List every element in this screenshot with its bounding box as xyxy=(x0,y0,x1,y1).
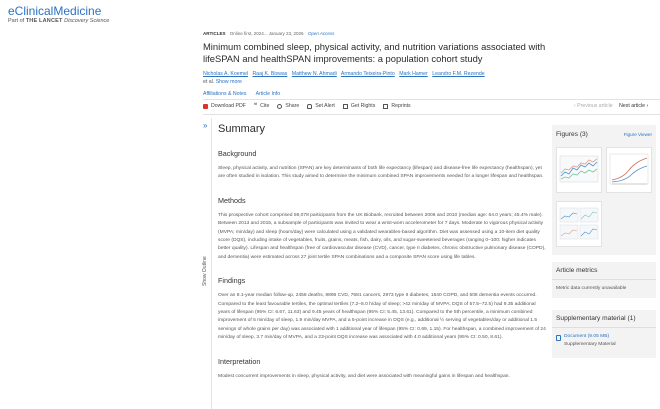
lancet-name: THE LANCET xyxy=(25,18,63,24)
chevron-right-icon[interactable]: » xyxy=(203,121,208,130)
section-heading: Findings xyxy=(218,276,246,286)
article-toolbar xyxy=(203,103,419,109)
journal-affiliation xyxy=(8,18,109,25)
author-list xyxy=(203,70,548,86)
metrics-status: Metric data currently unavailable xyxy=(556,286,627,291)
author-link[interactable]: Raaj K. Biswas xyxy=(252,71,288,77)
next-article-link[interactable]: Next article › xyxy=(619,103,649,109)
section-text: Modest concurrent improvements in sleep, physical activity, and diet were associated with meaningful gains in lifespan and healthspan. xyxy=(218,373,510,379)
cite-button[interactable] xyxy=(254,103,269,109)
share-button[interactable] xyxy=(277,103,299,109)
section-heading: Methods xyxy=(218,195,246,205)
summary-section xyxy=(218,123,548,395)
affiliations-toggle[interactable]: Affiliations & Notes xyxy=(203,91,247,97)
author-link[interactable]: Nicholas A. Koemel xyxy=(203,71,248,77)
pdf-icon xyxy=(203,104,208,109)
supplementary-document-link[interactable]: Document (9.05 MB) xyxy=(564,334,610,339)
set-alert-button[interactable] xyxy=(307,103,335,109)
figure-viewer-link[interactable]: Figure Viewer xyxy=(623,132,652,137)
show-more-link[interactable]: Show more xyxy=(215,79,242,85)
figure-thumbnail[interactable] xyxy=(606,147,652,193)
section-text: Sleep, physical activity, and nutrition (SPAN) are key determinants of both life expectancy (lifespan) and disease-free life expectancy (healthspan), yet are often studied in isolation. This study aimed to determine the minimum combined SPAN improvements needed for a longer lifespan and healthspan. xyxy=(218,166,544,180)
open-access-badge: Open Access xyxy=(307,31,335,36)
figure-thumbnail-image xyxy=(557,202,601,246)
supplementary-title: Supplementary material (1) xyxy=(556,315,636,322)
journal-brand[interactable] xyxy=(8,5,109,25)
figures-title: Figures (3) xyxy=(556,131,588,138)
cite-label: Cite xyxy=(260,103,270,109)
divider xyxy=(203,99,660,100)
share-icon xyxy=(277,104,282,109)
divider xyxy=(552,327,656,328)
outline-rail[interactable] xyxy=(201,118,212,409)
figures-panel xyxy=(552,125,656,255)
metrics-title: Article metrics xyxy=(556,267,598,274)
author-link[interactable]: Mark Hamer xyxy=(399,71,428,77)
divider xyxy=(203,114,660,115)
figure-thumbnail[interactable] xyxy=(556,201,602,247)
journal-name[interactable]: eClinicalMedicine xyxy=(8,4,102,18)
figure-thumbnail-image xyxy=(557,148,601,192)
rights-icon xyxy=(343,104,348,109)
article-metrics-panel xyxy=(552,262,656,298)
section-text: Over an 8.1-year median follow-up, 2458 deaths, 9896 CVD, 7681 cancers, 2973 type II diabetes, 1540 COPD, and 508 dementia events occurred. Compared to the least favourable tertiles, the optimal tertiles (7.2–8.0 h/day of sleep; >42 min/day of MVPA; DQS of 57.5–72.5) had 9.35 additional years of lifespan (95% CI: 6.67, 11.63) and 9.45 years of healthspan (95% CI: 5.45, 13.61). Compared to the 5th percentile, a minimum combined improvement of 5 min/day of sleep, 1.9 min/day MVPA, and a 5-point increase in DQS (e.g., additional ½ serving of vegetables/day or additional 1.5 servings of whole grains per day) was associated with 1 additional year of lifespan (95% CI: 0.69, 1.15). For healthspan, a combined improvement of 24 min/day of sleep, 3.7 min/day of MVPA, and a 23-point DQS increase was associated with 4.0 additional years (95% CI: 0.50, 8.61). xyxy=(218,293,546,341)
previous-label: Previous article xyxy=(577,103,613,109)
supplementary-panel xyxy=(552,310,656,358)
next-label: Next article xyxy=(619,103,646,109)
article-dates: Online first, 2024... January 23, 2026 xyxy=(229,31,304,36)
show-outline-label[interactable]: Show Outline xyxy=(202,256,208,286)
get-rights-button[interactable] xyxy=(343,103,376,109)
document-icon xyxy=(556,335,561,341)
reprints-label: Reprints xyxy=(391,103,411,109)
article-title: Minimum combined sleep, physical activity, and nutrition variations associated with lifeSPAN and healthSPAN improvements: a population cohort study xyxy=(203,41,546,65)
quote-icon: ❝ xyxy=(253,102,258,109)
figure-thumbnail-image xyxy=(607,148,651,192)
article-pager xyxy=(574,103,648,109)
figure-thumbnail[interactable] xyxy=(556,147,602,193)
author-link[interactable]: Armando Teixeira-Pinto xyxy=(340,71,395,77)
discovery-science: Discovery Science xyxy=(64,18,110,24)
author-link[interactable]: Leandro F.M. Rezende xyxy=(432,71,485,77)
download-label: Download PDF xyxy=(211,103,246,109)
bell-icon xyxy=(307,104,312,109)
et-al: et al. xyxy=(203,79,215,85)
affiliations-row xyxy=(203,91,288,97)
reprints-button[interactable] xyxy=(383,103,410,109)
article-type: ARTICLES xyxy=(203,31,226,36)
summary-heading: Summary xyxy=(218,123,266,135)
section-text: This prospective cohort comprised 59,078 participants from the UK Biobank, recruited between 2006 and 2010 (median age: 64.0 years; 45.4% male). Between 2013 and 2015, a subsample of participants was invited to wear a wrist-worn accelerometer for 7 days. Moderate to vigorous physical activity (MVPA; min/day) and sleep (hours/day) were calculated using a validated wearables-based algorithm. Diet was assessed using a 10-item diet quality score (DQS), including intake of vegetables, fruits, grains, meats, fish, dairy, oils, and sugar-sweetened beverages (ranging 0–100; higher indicates better quality). Lifespan and healthspan (free of cardiovascular disease (CVD), cancer, type II diabetes, chronic obstructive pulmonary disease (COPD), and dementia) were estimated across 27 joint tertile SPAN combinations and a composite SPAN score using life tables. xyxy=(218,212,546,260)
affiliation-prefix: Part of xyxy=(8,18,25,24)
download-pdf-button[interactable] xyxy=(203,103,246,109)
reprints-icon xyxy=(383,104,388,109)
article-meta xyxy=(203,31,334,36)
article-info-toggle[interactable]: Article Info xyxy=(255,91,281,97)
supplementary-label: Supplementary Material xyxy=(564,342,616,347)
alert-label: Set Alert xyxy=(315,103,335,109)
author-link[interactable]: Matthew N. Ahmadi xyxy=(291,71,337,77)
divider xyxy=(552,279,656,280)
rights-label: Get Rights xyxy=(350,103,376,109)
section-heading: Background xyxy=(218,149,257,158)
section-heading: Interpretation xyxy=(218,356,261,366)
share-label: Share xyxy=(285,103,300,109)
previous-article-link[interactable]: ‹ Previous article xyxy=(574,103,613,109)
